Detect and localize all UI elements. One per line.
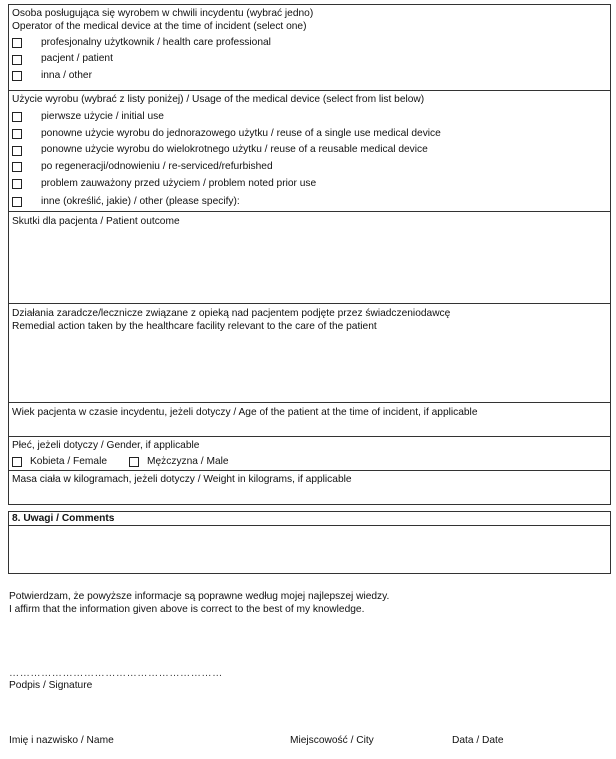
female-checkbox[interactable]	[12, 457, 22, 467]
comments-heading: 8. Uwagi / Comments	[9, 512, 610, 526]
gender-section	[9, 436, 610, 470]
usage-section	[9, 90, 610, 211]
affirmation-text	[9, 591, 389, 617]
patient-age-label: Wiek pacjenta w czasie incydentu, jeżeli dotyczy / Age of the patient at the time of incident, if applicable	[12, 407, 478, 418]
usage-refurbished-checkbox[interactable]	[12, 162, 22, 172]
operator-patient-checkbox[interactable]	[12, 55, 22, 65]
operator-option-label: inna / other	[41, 70, 92, 81]
operator-professional-checkbox[interactable]	[12, 38, 22, 48]
patient-age-field[interactable]	[9, 402, 610, 436]
affirmation-en: I affirm that the information given above is correct to the best of my knowledge.	[9, 603, 365, 615]
incident-form-table	[8, 4, 611, 505]
usage-option-label: problem zauważony przed użyciem / problem noted prior use	[41, 177, 317, 189]
female-label: Kobieta / Female	[30, 455, 108, 467]
gender-label: Płeć, jeżeli dotyczy / Gender, if applicable	[12, 440, 200, 451]
usage-title: Użycie wyrobu (wybrać z listy poniżej) / Usage of the medical device (select from list below)	[12, 94, 425, 105]
operator-title-pl: Osoba posługująca się wyrobem w chwili incydentu (wybrać jedno)	[12, 8, 314, 19]
remedial-action-label-en: Remedial action taken by the healthcare facility relevant to the care of the patient	[12, 320, 377, 332]
patient-weight-field[interactable]	[9, 470, 610, 504]
male-label: Mężczyzna / Male	[147, 455, 229, 467]
usage-option-single-use[interactable]	[12, 128, 607, 141]
operator-title-en: Operator of the medical device at the time of incident (select one)	[12, 20, 307, 32]
affirmation-pl: Potwierdzam, że powyższe informacje są poprawne według mojej najlepszej wiedzy.	[9, 591, 390, 602]
operator-section	[9, 5, 610, 90]
date-label: Data / Date	[452, 735, 504, 746]
patient-outcome-label: Skutki dla pacjenta / Patient outcome	[12, 216, 180, 227]
signature-label: Podpis / Signature	[9, 680, 93, 691]
operator-option-professional[interactable]	[12, 37, 607, 50]
remedial-action-label-pl: Działania zaradcze/lecznicze związane z opieką nad pacjentem podjęte przez świadczeniodawcę	[12, 308, 451, 319]
comments-box	[8, 511, 611, 574]
remedial-action-field[interactable]	[9, 303, 610, 402]
usage-reusable-checkbox[interactable]	[12, 146, 22, 156]
comments-field[interactable]	[9, 526, 610, 573]
usage-other-checkbox[interactable]	[12, 197, 22, 207]
male-checkbox[interactable]	[129, 457, 139, 467]
usage-option-label: ponowne użycie wyrobu do wielokrotnego użytku / reuse of a reusable medical device	[41, 144, 428, 156]
operator-option-label: profesjonalny użytkownik / health care professional	[41, 36, 271, 48]
signature-line[interactable]: ……………………………………………………	[9, 668, 223, 679]
usage-option-label: pierwsze użycie / initial use	[41, 110, 164, 122]
patient-outcome-field[interactable]	[9, 211, 610, 303]
usage-initial-checkbox[interactable]	[12, 112, 22, 122]
operator-option-label: pacjent / patient	[41, 53, 113, 65]
usage-option-reusable[interactable]	[12, 144, 607, 157]
usage-option-label: inne (określić, jakie) / other (please specify):	[41, 195, 240, 207]
operator-other-checkbox[interactable]	[12, 71, 22, 81]
operator-option-patient[interactable]	[12, 53, 607, 66]
operator-option-other[interactable]	[12, 70, 607, 83]
usage-option-refurbished[interactable]	[12, 161, 607, 174]
usage-option-label: ponowne użycie wyrobu do jednorazowego użytku / reuse of a single use medical device	[41, 127, 441, 139]
usage-single-use-checkbox[interactable]	[12, 129, 22, 139]
usage-option-prior-use[interactable]	[12, 178, 607, 191]
patient-weight-label: Masa ciała w kilogramach, jeżeli dotyczy / Weight in kilograms, if applicable	[12, 474, 352, 485]
usage-option-other[interactable]	[12, 196, 607, 209]
usage-option-label: po regeneracji/odnowieniu / re-serviced/refurbished	[41, 161, 273, 172]
usage-option-initial[interactable]	[12, 111, 607, 124]
usage-prior-use-checkbox[interactable]	[12, 179, 22, 189]
city-label: Miejscowość / City	[290, 735, 374, 746]
name-label: Imię i nazwisko / Name	[9, 735, 114, 746]
